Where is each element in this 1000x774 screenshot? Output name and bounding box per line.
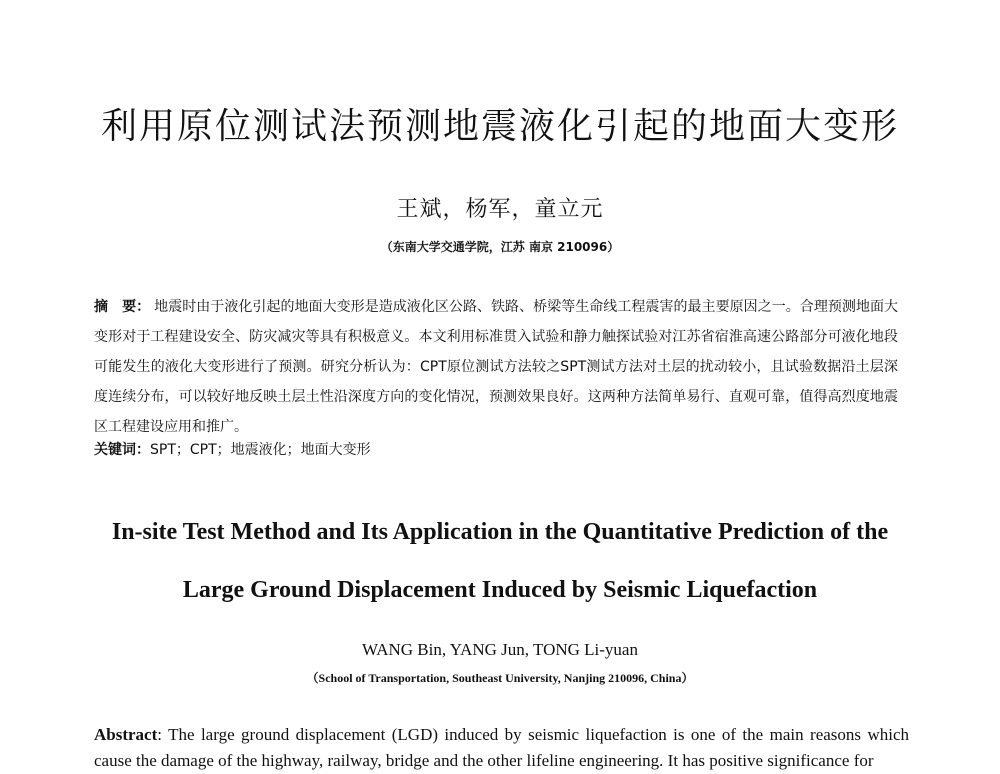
- english-abstract: [94, 722, 909, 774]
- english-title-line-2: Large Ground Displacement Induced by Seismic Liquefaction: [182, 577, 818, 603]
- chinese-abstract-label: 摘 要：: [94, 299, 151, 315]
- english-title-line-1: In-site Test Method and Its Application in the Quantitative Prediction of the: [111, 519, 889, 545]
- english-title: [0, 503, 1000, 619]
- english-authors: WANG Bin, YANG Jun, TONG Li-yuan: [362, 640, 638, 659]
- chinese-abstract: [94, 292, 898, 442]
- chinese-title: 利用原位测试法预测地震液化引起的地面大变形: [100, 106, 899, 147]
- english-affiliation: （School of Transportation, Southeast University, Nanjing 210096, China）: [306, 671, 694, 685]
- english-abstract-label: Abstract: [94, 725, 158, 744]
- chinese-affiliation: （东南大学交通学院，江苏 南京 210096）: [380, 240, 620, 254]
- chinese-authors: 王斌，杨军，童立元: [396, 197, 604, 222]
- chinese-keywords: [94, 437, 898, 463]
- english-abstract-text: : The large ground displacement (LGD) induced by seismic liquefaction is one of the main reasons which cause the damage of the highway, railway, bridge and the other lifeline engineering. It has positive significance for: [94, 725, 909, 770]
- chinese-abstract-text: 地震时由于液化引起的地面大变形是造成液化区公路、铁路、桥梁等生命线工程震害的最主要原因之一。合理预测地面大变形对于工程建设安全、防灾减灾等具有积极意义。本文利用标准贯入试验和静力触探试验对江苏省宿淮高速公路部分可液化地段可能发生的液化大变形进行了预测。研究分析认为：CPT原位测试方法较之SPT测试方法对土层的扰动较小，且试验数据沿土层深度连续分布，可以较好地反映土层土性沿深度方向的变化情况，预测效果良好。这两种方法简单易行、直观可靠，值得高烈度地震区工程建设应用和推广。: [94, 299, 899, 435]
- chinese-keywords-label: 关键词：: [94, 442, 150, 458]
- chinese-keywords-text: SPT；CPT；地震液化；地面大变形: [150, 442, 371, 458]
